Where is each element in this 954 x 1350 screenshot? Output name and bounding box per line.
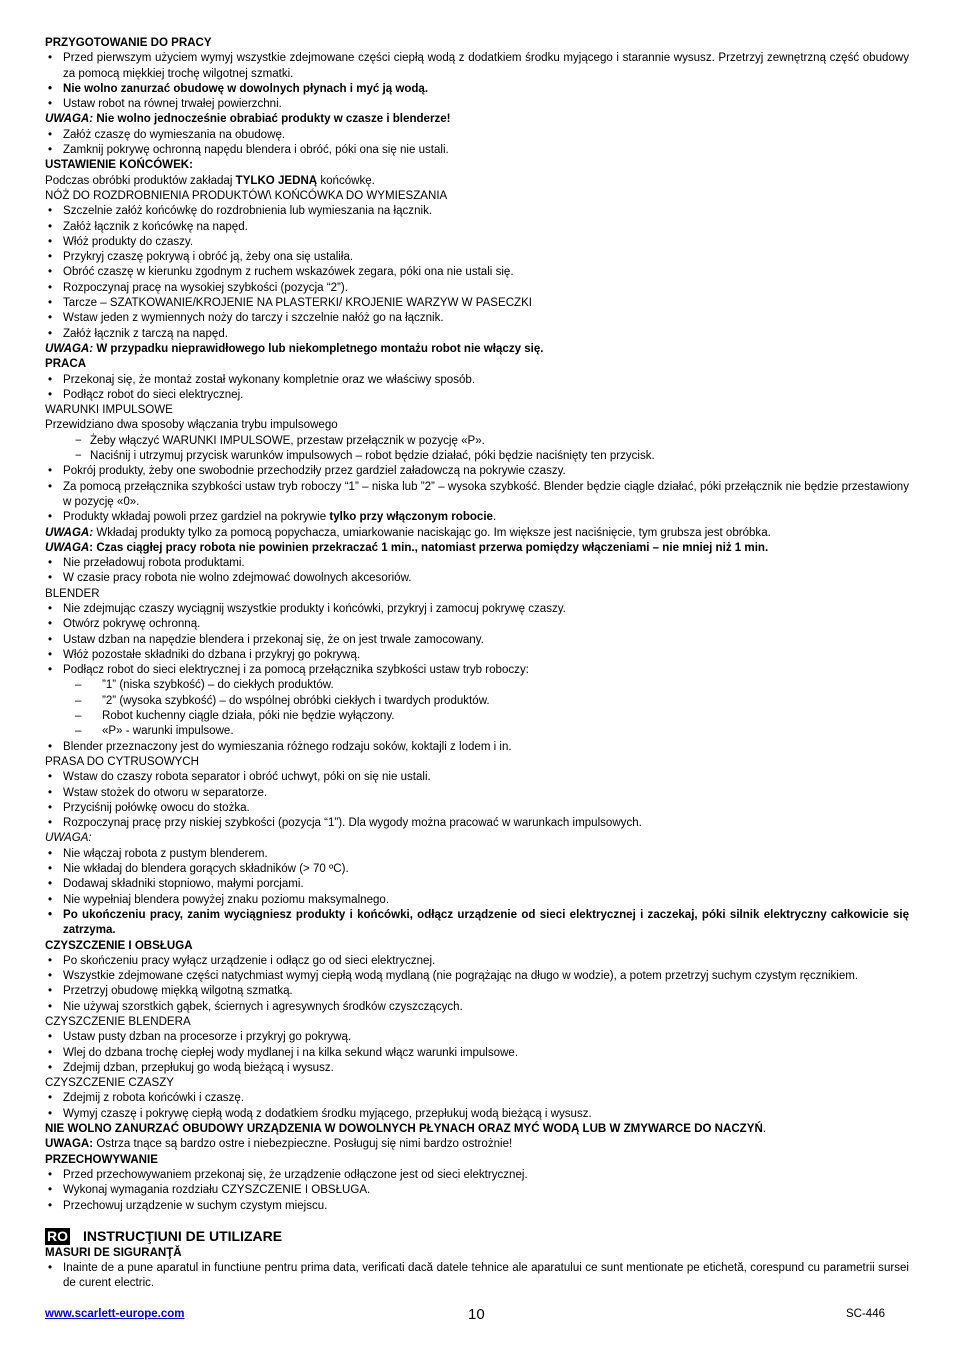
list-item: • Przed pierwszym użyciem wymyj wszystkie zdejmowane części ciepłą wodą z dodatkiem środku myjącego i starannie wysusz. Przetrzyj zewnętrzną część obudowy za pomocą miękkiej trochę wilgotnej szmatki. (45, 51, 909, 82)
ro-list-item: • Inainte de a pune aparatul in functiune pentru prima data, verificati dacă datele tehnice ale aparatului ce sunt mentionate pe etichetă, corespund cu parametrii sursei de curent electric. (45, 1261, 909, 1292)
note-line (45, 174, 909, 189)
list-item: • Przekonaj się, że montaż został wykonany kompletnie oraz we właściwy sposób. (45, 373, 909, 388)
list-item: • Zdejmij dzban, przepłukuj go wodą bieżącą i wysusz. (45, 1061, 909, 1076)
section-title: INSTRUCŢIUNI DE UTILIZARE (83, 1227, 283, 1244)
section-heading: PRZYGOTOWANIE DO PRACY (45, 37, 212, 49)
section-heading: USTAWIENIE KOŃCÓWEK: (45, 159, 193, 172)
list-item: • Podłącz robot do sieci elektrycznej i za pomocą przełącznika szybkości ustaw tryb roboczy: (45, 663, 909, 678)
warning-note (45, 541, 909, 556)
list-item: • Nie przeładowuj robota produktami. (45, 556, 909, 571)
list-item: • Zamknij pokrywę ochronną napędu blendera i obróć, póki ona się nie ustali. (45, 143, 909, 158)
caution-text: NIE WOLNO ZANURZAĆ OBUDOWY URZĄDZENIA W DOWOLNYCH PŁYNACH ORAZ MYĆ WODĄ LUB W ZMYWARCE DO NACZYŃ (45, 1123, 763, 1136)
warning-label: UWAGA (45, 541, 90, 554)
warning-note (45, 1137, 909, 1152)
list-item: • Pokrój produkty, żeby one swobodnie przechodziły przez gardziel załadowczą na pokrywie czaszy. (45, 464, 909, 479)
item-text: Produkty wkładaj powoli przez gardziel na pokrywie (63, 511, 330, 524)
subheading: BLENDER (45, 587, 100, 600)
warning-text: W przypadku nieprawidłowego lub niekompletnego montażu robot nie włączy się. (93, 342, 544, 355)
website-link[interactable]: www.scarlett-europe.com (45, 1308, 185, 1320)
list-item: • Blender przeznaczony jest do wymieszania różnego rodzaju soków, koktajli z lodem i in. (45, 740, 909, 755)
subheading: Przewidziano dwa sposoby włączania trybu impulsowego (45, 419, 338, 432)
list-item: • Dodawaj składniki stopniowo, małymi porcjami. (45, 877, 909, 892)
list-item: • Nie wypełniaj blendera powyżej znaku poziomu maksymalnego. (45, 893, 909, 908)
list-item: • Rozpoczynaj pracę na wysokiej szybkości (pozycja “2”). (45, 281, 909, 296)
list-item (45, 510, 909, 525)
list-item: • Rozpoczynaj pracę przy niskiej szybkości (pozycja “1”). Dla wygody można pracować w warunkach impulsowych. (45, 816, 909, 831)
list-item: • Przed przechowywaniem przekonaj się, że urządzenie odłączone jest od sieci elektrycznej. (45, 1168, 909, 1183)
subheading: CZYSZCZENIE BLENDERA (45, 1016, 191, 1028)
note-text: Podczas obróbki produktów zakładaj (45, 174, 236, 187)
list-item: • Załóż czaszę do wymieszania na obudowę. (45, 128, 909, 143)
document-body (45, 36, 909, 1292)
list-item: • Nie wkładaj do blendera gorących składników (> 70 ºC). (45, 862, 909, 877)
list-item: • Wlej do dzbana trochę ciepłej wody mydlanej i na kilka sekund włącz warunki impulsowe. (45, 1046, 909, 1061)
page-footer (45, 1306, 909, 1324)
subheading: CZYSZCZENIE CZASZY (45, 1077, 174, 1090)
list-item: • W czasie pracy robota nie wolno zdejmować dowolnych akcesoriów. (45, 571, 909, 586)
warning-label: UWAGA: (45, 1138, 94, 1151)
list-item-bold: • Nie wolno zanurzać obudowę w dowolnych płynach i myć ją wodą. (45, 82, 909, 97)
list-item: • Przyciśnij połówkę owocu do stożka. (45, 801, 909, 816)
list-item: • Szczelnie załóż końcówkę do rozdrobnienia lub wymieszania na łącznik. (45, 204, 909, 219)
list-item: • Wykonaj wymagania rozdziału CZYSZCZENIE I OBSŁUGA. (45, 1183, 909, 1198)
list-item: • Przechowuj urządzenie w suchym czystym miejscu. (45, 1199, 909, 1214)
note-text: końcówkę. (317, 174, 375, 187)
list-item: • Nie zdejmując czaszy wyciągnij wszystkie produkty i końcówki, przykryj i zamocuj pokrywę czaszy. (45, 602, 909, 617)
list-item: • Ustaw dzban na napędzie blendera i przekonaj się, że on jest trwale zamocowany. (45, 633, 909, 648)
subheading: NÓŻ DO ROZDROBNIENIA PRODUKTÓW\ KOŃCÓWKA DO WYMIESZANIA (45, 189, 448, 202)
list-item: • Podłącz robot do sieci elektrycznej. (45, 388, 909, 403)
sub-list-item: – ”1” (niska szybkość) – do ciekłych produktów. (45, 678, 909, 693)
sub-list-item: – ”2” (wysoka szybkość) – do wspólnej obróbki ciekłych i twardych produktów. (45, 694, 909, 709)
section-heading: PRACA (45, 358, 87, 371)
sub-list-item: – «P» - warunki impulsowe. (45, 724, 909, 739)
caution-end: . (762, 1123, 766, 1136)
item-emphasis: tylko przy włączonym robocie (329, 511, 493, 524)
warning-note (45, 112, 909, 127)
caution-line (45, 1122, 909, 1137)
warning-label: UWAGA: (45, 342, 94, 355)
list-item: • Nie włączaj robota z pustym blenderem. (45, 847, 909, 862)
list-item-bold: • Po ukończeniu pracy, zanim wyciągniesz produkty i końcówki, odłącz urządzenie od sieci elektrycznej i zaczekaj, póki silnik elektryczny całkowicie się zatrzyma. (45, 908, 909, 939)
list-item: • Otwórz pokrywę ochronną. (45, 617, 909, 632)
list-item: • Przykryj czaszę pokrywą i obróć ją, żeby ona się ustaliła. (45, 250, 909, 265)
list-item: • Nie używaj szorstkich gąbek, ściernych i agresywnych środków czyszczących. (45, 1000, 909, 1015)
warning-label: UWAGA: (45, 113, 94, 126)
polish-instructions (45, 36, 909, 1214)
subheading: PRASA DO CYTRUSOWYCH (45, 755, 199, 768)
section-heading: CZYSZCZENIE I OBSŁUGA (45, 939, 193, 952)
list-item: • Ustaw pusty dzban na procesorze i przykryj go pokrywą. (45, 1030, 909, 1045)
sub-list-item: − Żeby włączyć WARUNKI IMPULSOWE, przestaw przełącznik w pozycję «P». (45, 434, 909, 449)
warning-text: Nie wolno jednocześnie obrabiać produkty w czasze i blenderze! (93, 113, 451, 126)
warning-label: UWAGA: (45, 526, 94, 539)
list-item: • Przetrzyj obudowę miękką wilgotną szmatką. (45, 984, 909, 999)
list-item: • Wszystkie zdejmowane części natychmiast wymyj ciepłą wodą mydlaną (nie pogrążając na długo w wodzie), a potem przetrzyj suchym czystym ręcznikiem. (45, 969, 909, 984)
list-item: • Za pomocą przełącznika szybkości ustaw tryb roboczy “1” – niska lub ”2” – wysoka szybkość. Blender będzie ciągle działać, póki przełącznik nie będzie przestawiony w pozycję «0». (45, 480, 909, 511)
section-heading: PRZECHOWYWANIE (45, 1153, 158, 1166)
list-item: • Ustaw robot na równej trwałej powierzchni. (45, 97, 909, 112)
list-item: • Tarcze – SZATKOWANIE/KROJENIE NA PLASTERKI/ KROJENIE WARZYW W PASECZKI (45, 296, 909, 311)
sub-list-item: – Robot kuchenny ciągle działa, póki nie będzie wyłączony. (45, 709, 909, 724)
list-item: • Wstaw jeden z wymiennych noży do tarczy i szczelnie nałóż go na łącznik. (45, 311, 909, 326)
warning-note (45, 342, 909, 357)
warning-text: Wkładaj produkty tylko za pomocą popychacza, umiarkowanie naciskając go. Im większe jest naciśnięcie, tym grubsza jest obróbka. (93, 526, 771, 539)
page-number: 10 (468, 1306, 485, 1323)
model-number: SC-446 (846, 1308, 885, 1320)
item-text: . (492, 511, 497, 524)
subheading: WARUNKI IMPULSOWE (45, 404, 173, 417)
list-item: • Wstaw do czaszy robota separator i obróć uchwyt, póki on się nie ustali. (45, 770, 909, 785)
list-item: • Włóż pozostałe składniki do dzbana i przykryj go pokrywą. (45, 648, 909, 663)
warning-label: UWAGA: (45, 832, 92, 845)
warning-note (45, 526, 909, 541)
list-item: • Włóż produkty do czaszy. (45, 235, 909, 250)
list-item: • Wymyj czaszę i pokrywę ciepłą wodą z dodatkiem środku myjącego, przepłukuj wodą bieżącą i wysusz. (45, 1107, 909, 1122)
list-item: • Obróć czaszę w kierunku zgodnym z ruchem wskazówek zegara, póki ona nie ustali się. (45, 265, 909, 280)
list-item: • Załóż łącznik z tarczą na napęd. (45, 327, 909, 342)
warning-text: : Czas ciągłej pracy robota nie powinien przekraczać 1 min., natomiast przerwa pomiędzy włączeniami – nie mniej niż 1 min. (89, 541, 769, 554)
ro-subtitle: MASURI DE SIGURANŢĂ (45, 1246, 182, 1259)
note-emphasis: TYLKO JEDNĄ (235, 174, 318, 187)
list-item: • Zdejmij z robota końcówki i czaszę. (45, 1091, 909, 1106)
warning-text: Ostrza tnące są bardzo ostre i niebezpieczne. Posługuj się nimi bardzo ostrożnie! (93, 1138, 513, 1151)
sub-list-item: − Naciśnij i utrzymuj przycisk warunków impulsowych – robot będzie działać, póki będzie naciśnięty ten przycisk. (45, 449, 909, 464)
list-item: • Po skończeniu pracy wyłącz urządzenie i odłącz go od sieci elektrycznej. (45, 954, 909, 969)
language-code-badge: RO (47, 1227, 68, 1244)
list-item: • Załóż łącznik z końcówkę na napęd. (45, 220, 909, 235)
ro-section-header (45, 1227, 909, 1246)
list-item: • Wstaw stożek do otworu w separatorze. (45, 786, 909, 801)
